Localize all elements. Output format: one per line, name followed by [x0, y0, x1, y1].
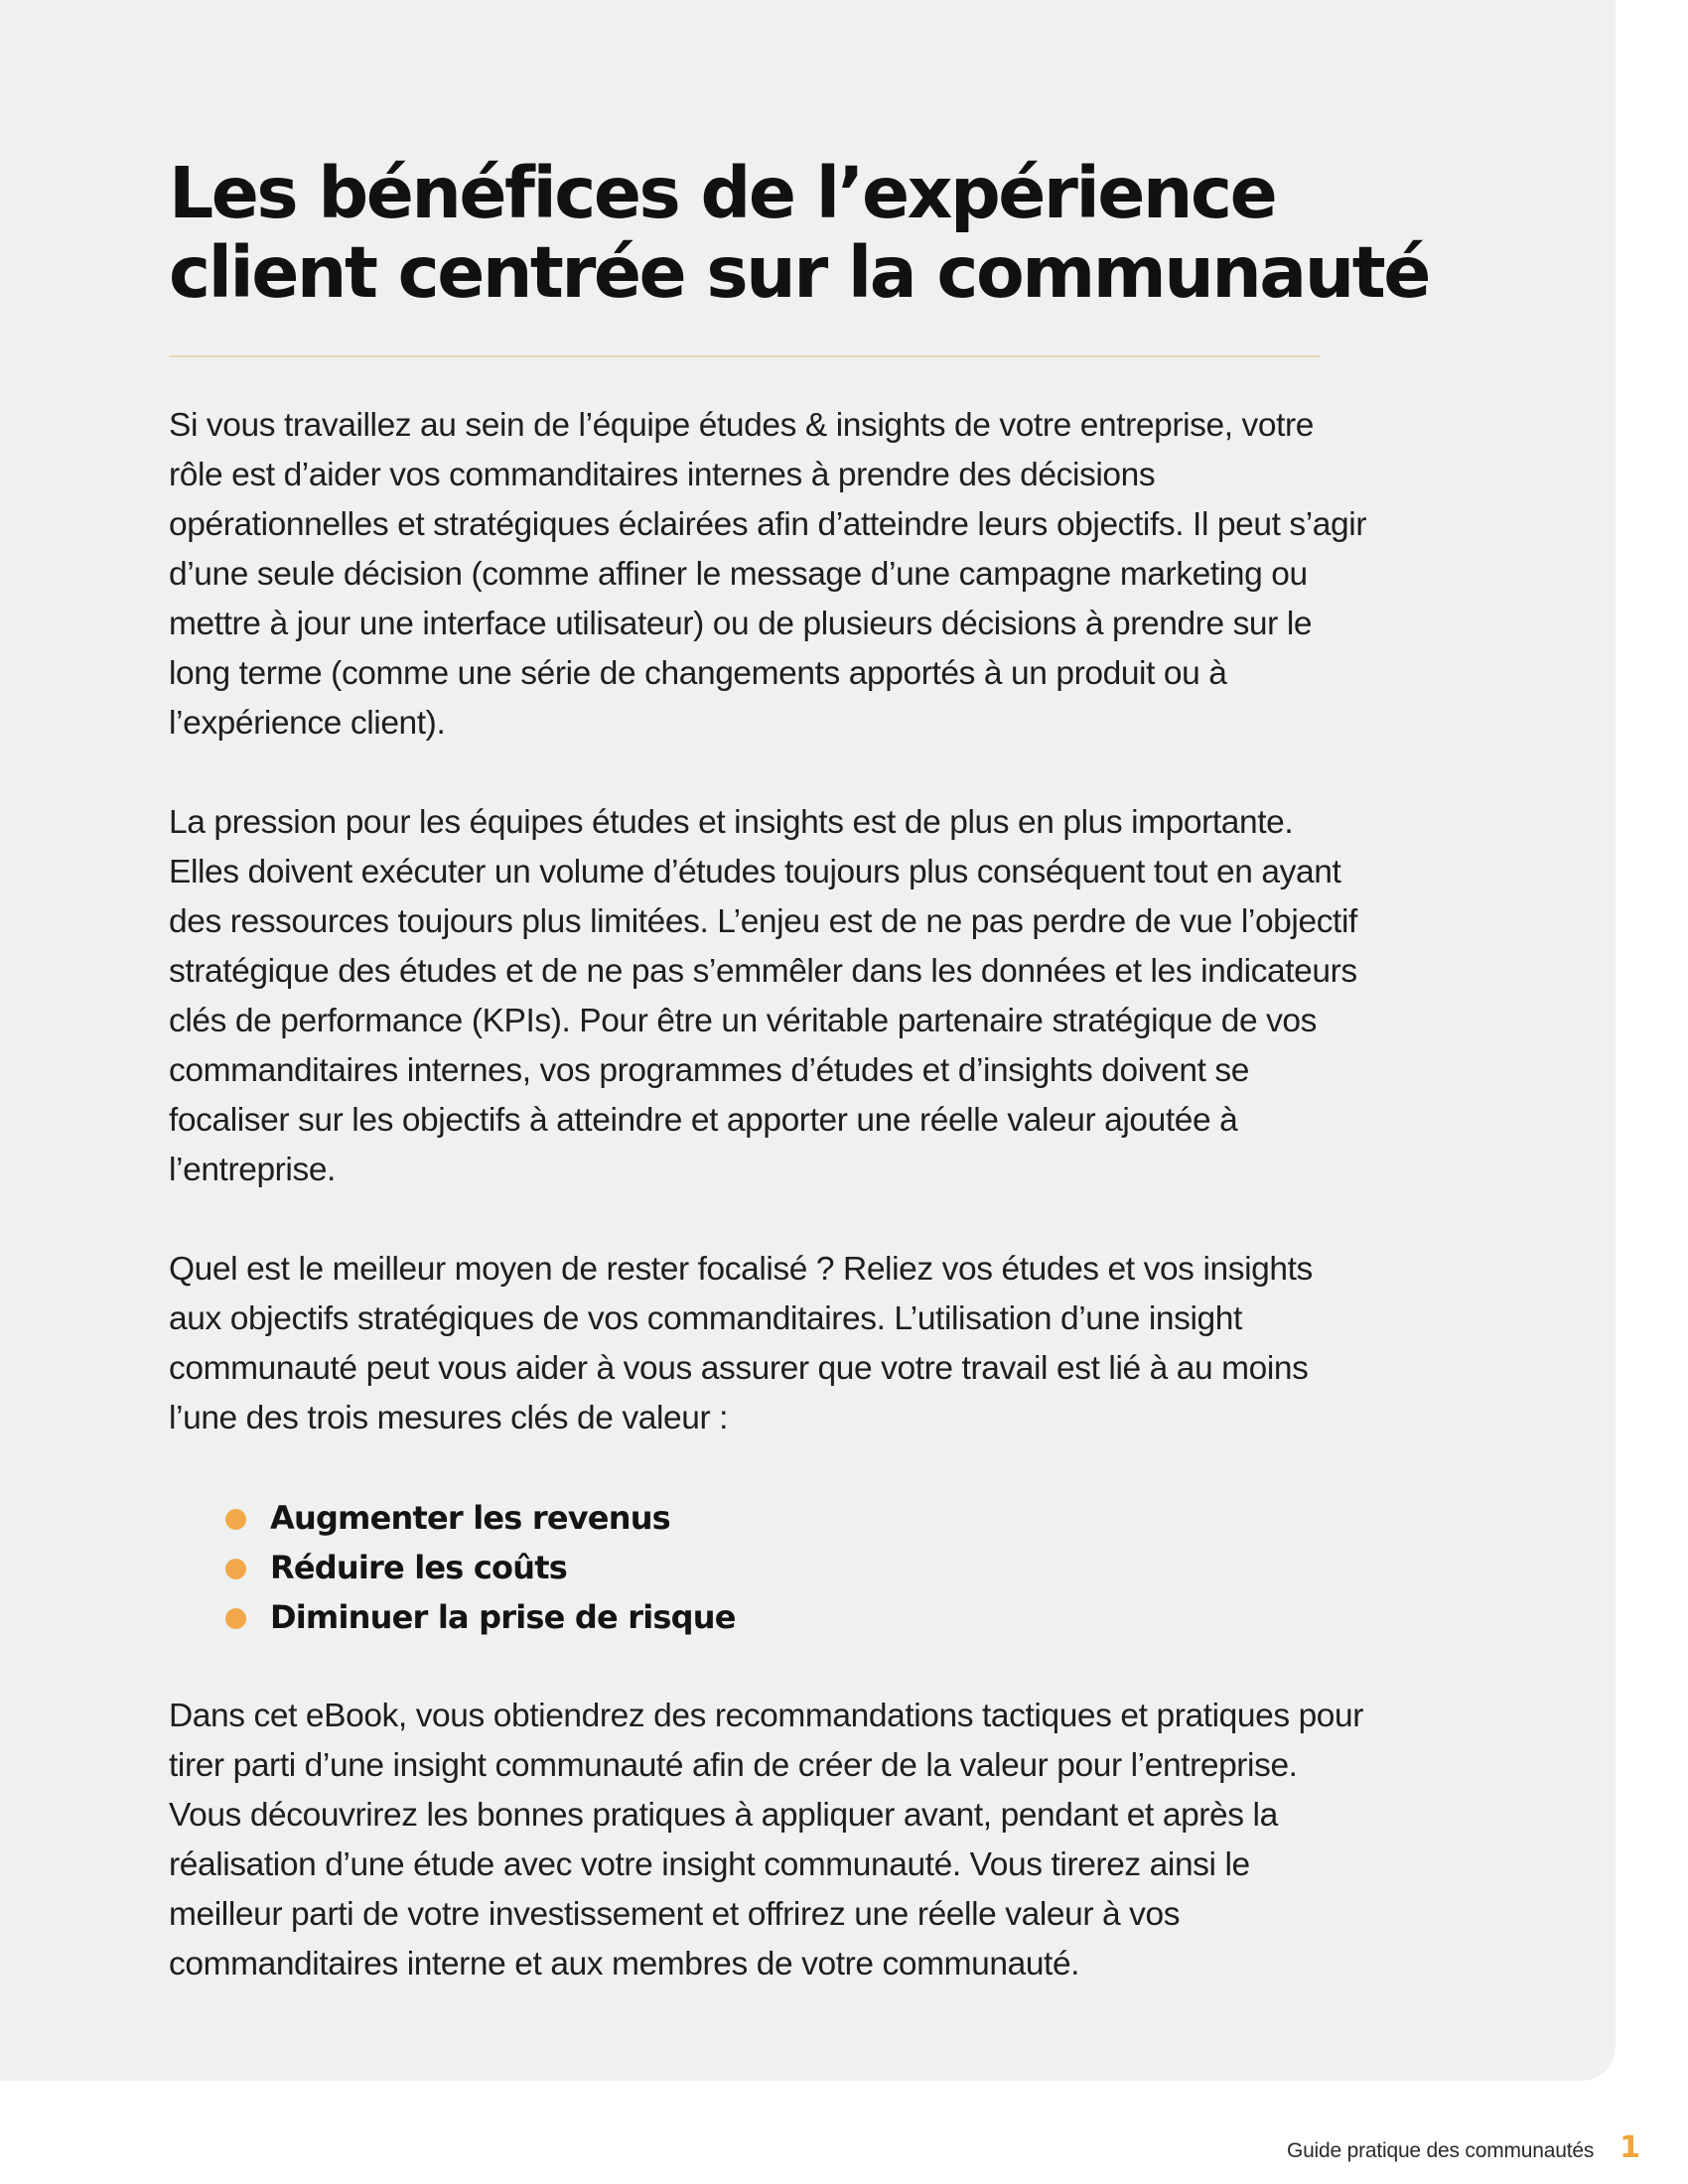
bullet-dot-icon — [225, 1559, 246, 1579]
list-item — [225, 1592, 1370, 1642]
bullet-dot-icon — [225, 1608, 246, 1629]
list-item-label: Réduire les coûts — [270, 1549, 567, 1586]
focus-paragraph: Quel est le meilleur moyen de rester focalisé ? Reliez vos études et vos insights aux objectifs stratégiques de vos commanditaires. L’utilisation d’une insight communauté peut vous aider à vous assurer que votre travail est lié à au moins l’une des trois mesures clés de valeur : — [169, 1251, 1313, 1436]
key-measures-list — [225, 1493, 1370, 1642]
title-line-2: client centrée sur la communauté — [169, 231, 1429, 314]
page-title — [169, 152, 1429, 314]
intro-paragraph: Si vous travaillez au sein de l’équipe études & insights de votre entreprise, votre rôle est d’aider vos commanditaires internes à prendre des décisions opérationnelles et stratégiques éclairées afin d’atteindre leurs objectifs. Il peut s’agir d’une seule décision (comme affiner le message d’une campagne marketing ou mettre à jour une interface utilisateur) ou de plusieurs décisions à prendre sur le long terme (comme une série de changements apportés à un produit ou à l’expérience client). — [169, 407, 1367, 742]
pressure-paragraph: La pression pour les équipes études et insights est de plus en plus importante. Elles doivent exécuter un volume d’études toujours plus conséquent tout en ayant des ressources toujours plus limitées. L’enjeu est de ne pas perdre de vue l’objectif stratégique des études et de ne pas s’emmêler dans les données et les indicateurs clés de performance (KPIs). Pour être un véritable partenaire stratégique de vos commanditaires internes, vos programmes d’études et d’insights doivent se focaliser sur les objectifs à atteindre et apporter une réelle valeur ajoutée à l’entreprise. — [169, 804, 1357, 1188]
main-content — [169, 152, 1429, 1989]
page-number: 1 — [1619, 2130, 1640, 2165]
closing-paragraph: Dans cet eBook, vous obtiendrez des recommandations tactiques et pratiques pour tirer parti d’une insight communauté afin de créer de la valeur pour l’entreprise. Vous découvrirez les bonnes pratiques à appliquer avant, pendant et après la réalisation d’une étude avec votre insight communauté. Vous tirerez ainsi le meilleur parti de votre investissement et offrirez une réelle valeur à vos commanditaires interne et aux membres de votre communauté. — [169, 1698, 1364, 1982]
title-divider — [169, 355, 1321, 357]
list-item — [225, 1493, 1370, 1543]
title-line-1: Les bénéfices de l’expérience — [169, 152, 1276, 234]
page-footer — [1287, 2130, 1640, 2165]
list-item — [225, 1543, 1370, 1592]
bullet-dot-icon — [225, 1509, 246, 1530]
list-item-label: Diminuer la prise de risque — [270, 1598, 736, 1636]
footer-guide-title: Guide pratique des communautés — [1286, 2139, 1595, 2162]
list-item-label: Augmenter les revenus — [270, 1499, 670, 1537]
